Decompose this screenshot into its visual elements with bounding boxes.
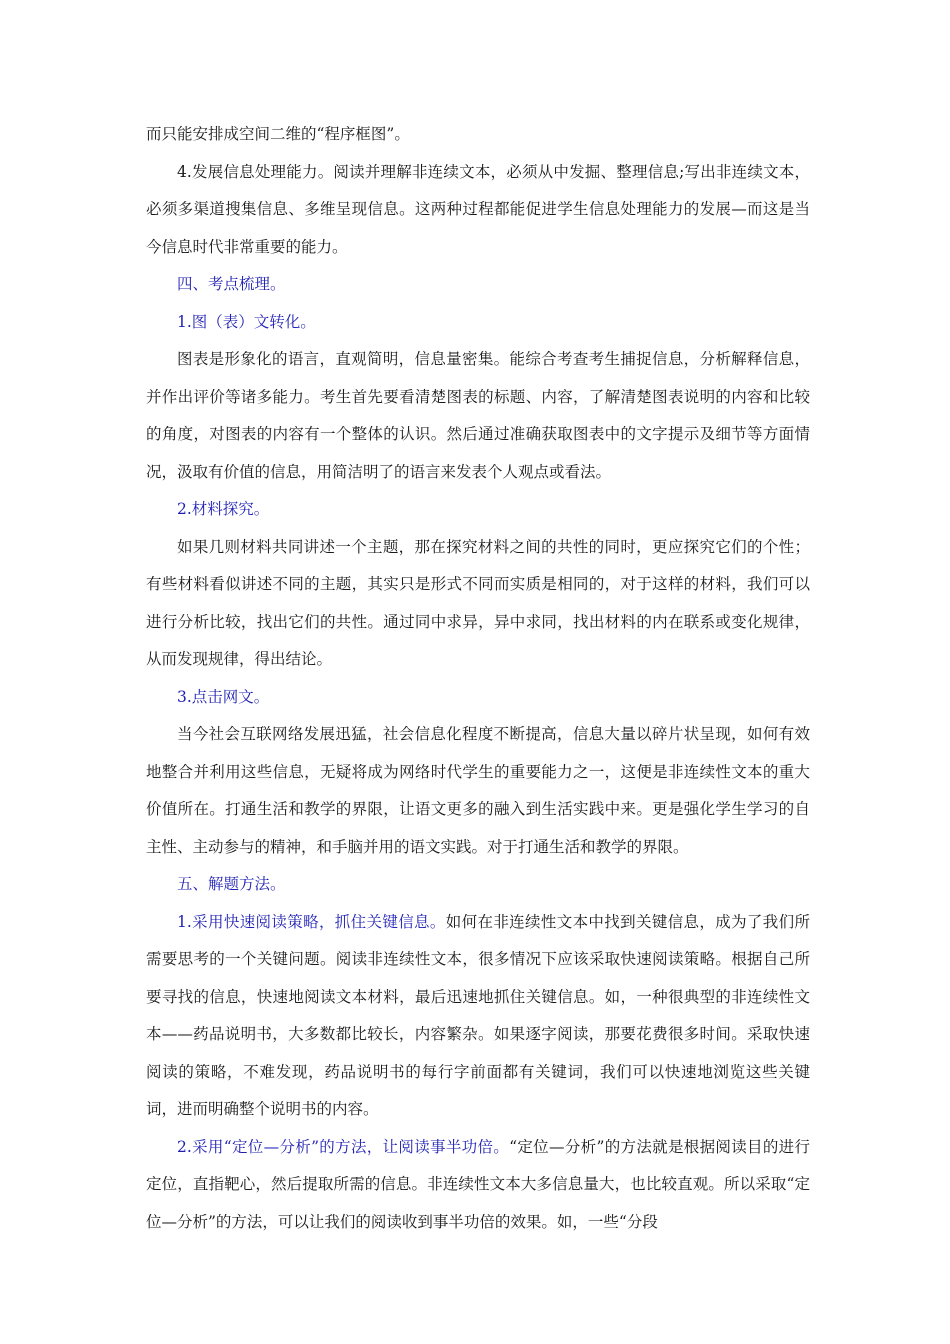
- document-page: [146, 116, 810, 1241]
- body-fast-reading: 如何在非连续性文本中找到关键信息，成为了我们所需要思考的一个关键问题。阅读非连续性文本，很多情况下应该采取快速阅读策略。根据自己所要寻找的信息，快速地阅读文本材料，最后迅速地抓住关键信息。如，一种很典型的非连续性文本——药品说明书，大多数都比较长，内容繁杂。如果逐字阅读，那要花费很多时间。采取快速阅读的策略，不难发现，药品说明书的每行字前面都有关键词，我们可以快速地浏览这些关键词，进而明确整个说明书的内容。: [146, 912, 810, 1118]
- paragraph-continued: 而只能安排成空间二维的“程序框图”。: [146, 125, 410, 143]
- body-locate-analyze: “定位—分析”的方法就是根据阅读目的进行定位，直指靶心，然后提取所需的信息。非连续性文本大多信息量大，也比较直观。所以采取“定位—分析”的方法，可以让我们的阅读收到事半功倍的效果。如，一些“分段: [146, 1137, 810, 1231]
- paragraph-locate-analyze: [146, 1129, 810, 1242]
- paragraph-info-processing: 4.发展信息处理能力。阅读并理解非连续文本，必须从中发掘、整理信息;写出非连续文本，必须多渠道搜集信息、多维呈现信息。这两种过程都能促进学生信息处理能力的发展—而这是当今信息时代非常重要的能力。: [146, 162, 810, 256]
- subheading-web-text: 3.点击网文。: [177, 687, 270, 706]
- lead-fast-reading: 1.采用快速阅读策略，抓住关键信息。: [177, 912, 446, 931]
- subheading-chart-text: 1.图（表）文转化。: [177, 312, 316, 331]
- paragraph-fast-reading: [146, 904, 810, 1129]
- paragraph-web-text: 当今社会互联网络发展迅猛，社会信息化程度不断提高，信息大量以碎片状呈现，如何有效地整合并利用这些信息，无疑将成为网络时代学生的重要能力之一，这便是非连续性文本的重大价值所在。打通生活和教学的界限，让语文更多的融入到生活实践中来。更是强化学生学习的自主性、主动参与的精神，和手脑并用的语文实践。对于打通生活和教学的界限。: [146, 725, 810, 856]
- subheading-material-inquiry: 2.材料探究。: [177, 500, 270, 518]
- section-heading-exam-points: 四、考点梳理。: [177, 275, 286, 293]
- section-heading-methods: 五、解题方法。: [177, 875, 286, 893]
- paragraph-chart-text: 图表是形象化的语言，直观简明，信息量密集。能综合考查考生捕捉信息，分析解释信息，并作出评价等诸多能力。考生首先要看清楚图表的标题、内容，了解清楚图表说明的内容和比较的角度，对图表的内容有一个整体的认识。然后通过准确获取图表中的文字提示及细节等方面情况，汲取有价值的信息，用简洁明了的语言来发表个人观点或看法。: [146, 350, 810, 481]
- lead-locate-analyze: 2.采用“定位—分析”的方法，让阅读事半功倍。: [177, 1137, 510, 1156]
- paragraph-material-inquiry: 如果几则材料共同讲述一个主题，那在探究材料之间的共性的同时，更应探究它们的个性；有些材料看似讲述不同的主题，其实只是形式不同而实质是相同的，对于这样的材料，我们可以进行分析比较，找出它们的共性。通过同中求异，异中求同，找出材料的内在联系或变化规律，从而发现规律，得出结论。: [146, 537, 810, 668]
